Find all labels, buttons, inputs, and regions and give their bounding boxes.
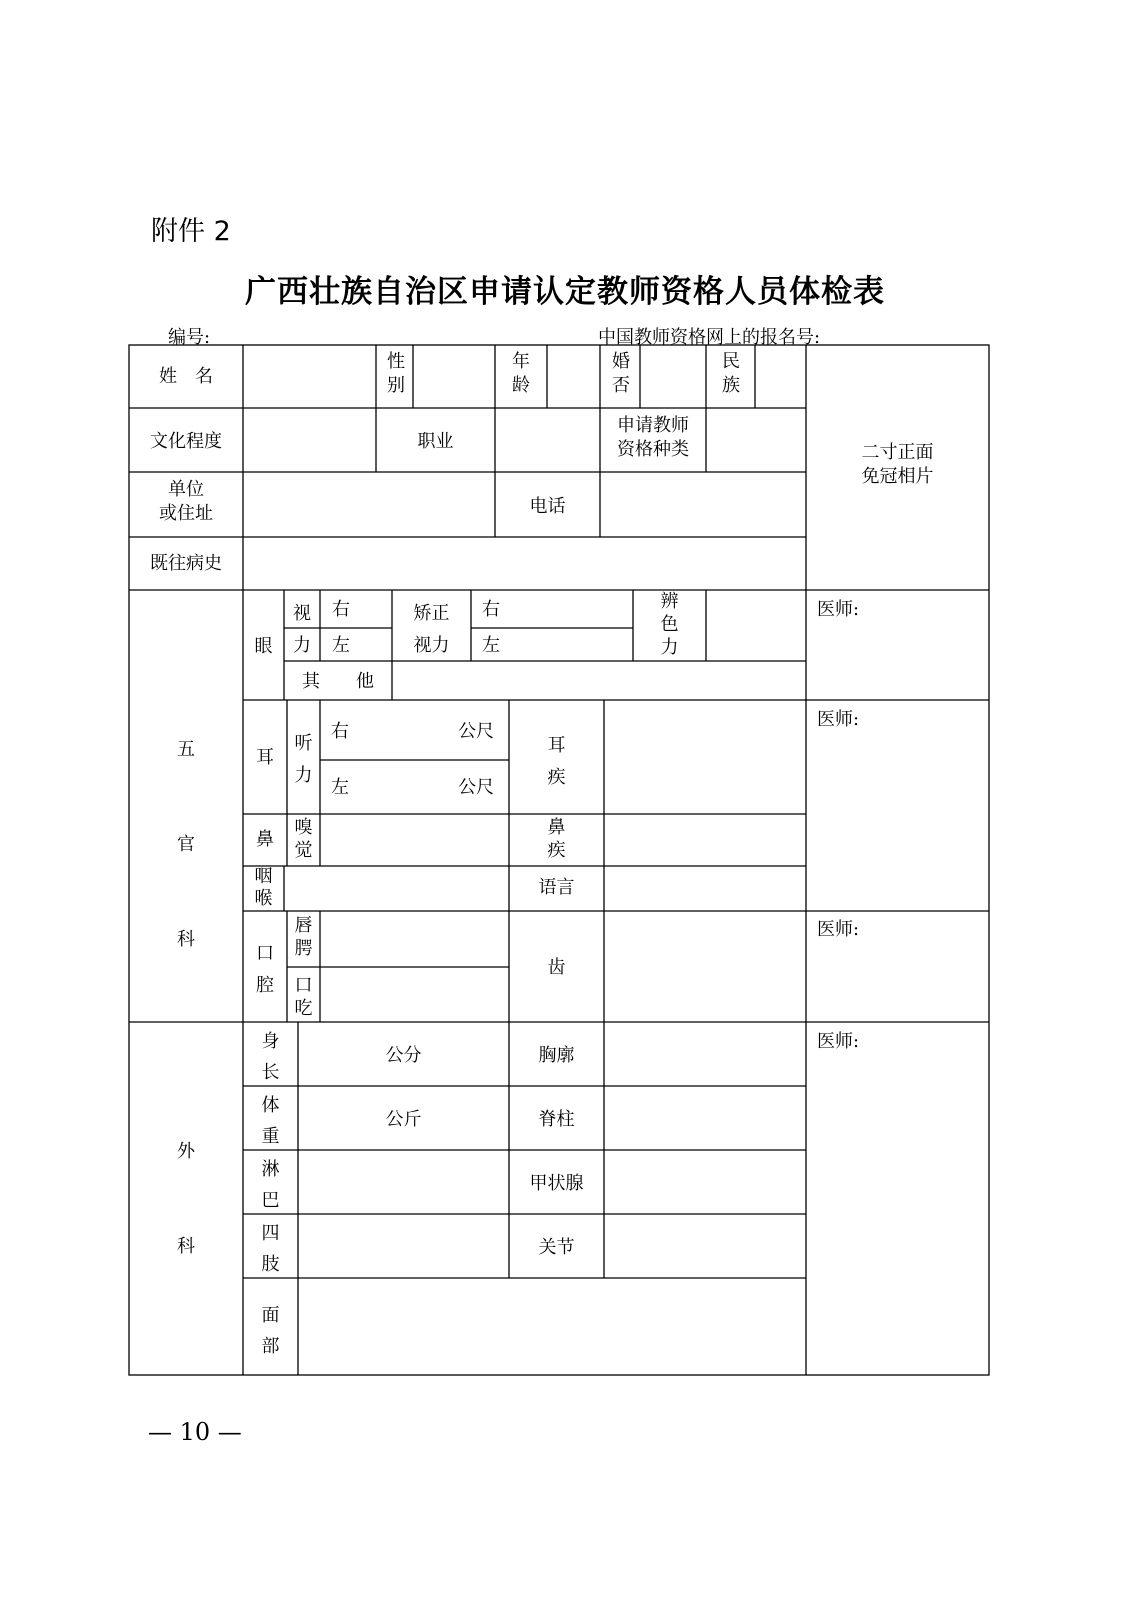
- registration-number-label: 中国教师资格网上的报名号:: [598, 327, 821, 348]
- phone-label: 电话: [529, 496, 566, 517]
- age-label: 年 龄: [512, 351, 530, 397]
- marital-label: 婚 否: [612, 351, 630, 397]
- hearing-right-unit: 公尺: [458, 721, 494, 742]
- spine-label: 脊柱: [538, 1109, 575, 1130]
- vision-left-label: 左: [332, 635, 350, 656]
- eye-label: 眼: [254, 636, 273, 657]
- mouth-doctor-label: 医师:: [817, 919, 860, 940]
- unit-address-label: 单位 或住址: [159, 479, 213, 525]
- corrected-vision-label: 矫正 视力: [413, 603, 450, 656]
- medical-history-label: 既往病史: [150, 553, 222, 574]
- throat-label: 咽 喉: [254, 866, 273, 909]
- lymph-label: 淋 巴: [261, 1159, 280, 1211]
- education-label: 文化程度: [150, 431, 222, 452]
- hearing-left-label: 左: [331, 777, 349, 798]
- attachment-label: 附件 2: [151, 216, 231, 247]
- facial-section-label: 五 官 科: [177, 739, 195, 950]
- ear-doctor-label: 医师:: [817, 709, 860, 730]
- limbs-label: 四 肢: [261, 1223, 280, 1275]
- face-label: 面 部: [261, 1305, 280, 1357]
- form-title: 广西壮族自治区申请认定教师资格人员体检表: [245, 274, 885, 310]
- height-label: 身 长: [261, 1031, 280, 1083]
- eye-doctor-label: 医师:: [817, 599, 860, 620]
- page-number: — 10 —: [148, 1418, 242, 1446]
- chest-label: 胸廓: [538, 1045, 575, 1066]
- hearing-right-label: 右: [331, 721, 349, 742]
- teeth-label: 齿: [547, 957, 566, 978]
- thyroid-label: 甲状腺: [529, 1173, 584, 1194]
- mouth-label: 口 腔: [256, 943, 274, 996]
- ear-label: 耳: [256, 747, 274, 768]
- ear-disease-label: 耳 疾: [547, 735, 566, 788]
- gender-label: 性 别: [387, 351, 405, 397]
- occupation-label: 职业: [417, 431, 454, 452]
- surgery-doctor-label: 医师:: [817, 1031, 860, 1052]
- speech-label: 语言: [538, 877, 575, 898]
- weight-label: 体 重: [261, 1095, 280, 1147]
- vision-right-label: 右: [332, 599, 350, 620]
- corrected-right-label: 右: [482, 599, 500, 620]
- name-label: 姓 名: [159, 366, 213, 387]
- nose-disease-label: 鼻 疾: [547, 817, 566, 861]
- nose-label: 鼻: [256, 829, 274, 850]
- photo-placeholder: 二寸正面 免冠相片: [861, 442, 934, 488]
- hearing-label: 听 力: [294, 733, 313, 786]
- smell-label: 嗅 觉: [294, 817, 313, 861]
- stutter-label: 口 吃: [294, 975, 313, 1019]
- vision-label: 视 力: [293, 603, 311, 656]
- eye-other-label: 其 他: [302, 671, 374, 692]
- hearing-left-unit: 公尺: [458, 777, 494, 798]
- joints-label: 关节: [538, 1237, 575, 1258]
- lip-palate-label: 唇 腭: [294, 915, 313, 959]
- serial-number-label: 编号:: [168, 327, 211, 348]
- corrected-left-label: 左: [482, 635, 500, 656]
- ethnicity-label: 民 族: [722, 351, 740, 397]
- cert-type-label: 申请教师 资格种类: [617, 415, 689, 461]
- height-unit: 公分: [385, 1045, 422, 1066]
- weight-unit: 公斤: [385, 1109, 422, 1130]
- surgery-section-label: 外 科: [177, 1141, 195, 1257]
- color-vision-label: 辨 色 力: [660, 591, 679, 658]
